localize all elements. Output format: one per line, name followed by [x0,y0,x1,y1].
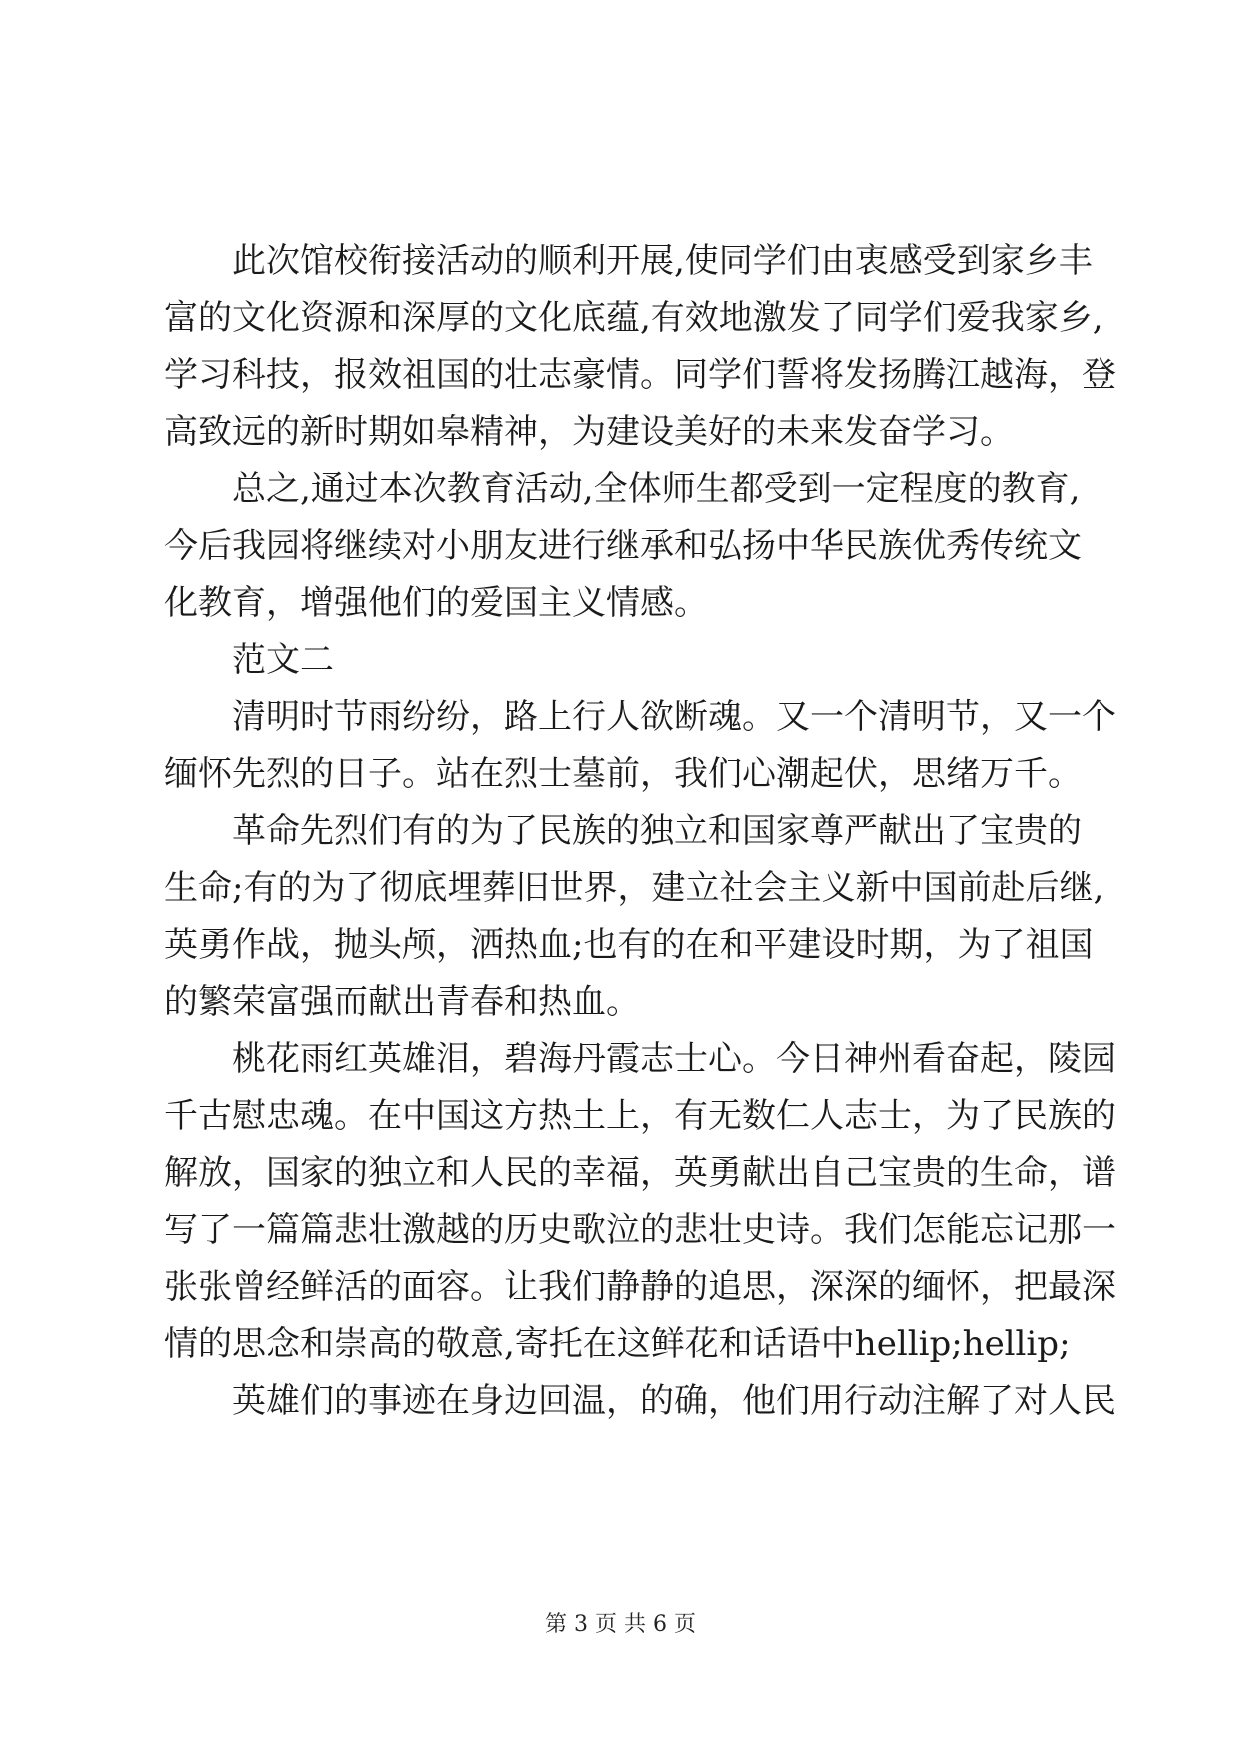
body-text [164,233,1116,1430]
text-line: 清明时节雨纷纷，路上行人欲断魂。又一个清明节，又一个 [232,697,1116,737]
text-line: 英勇作战，抛头颅，洒热血;也有的在和平建设时期，为了祖国 [164,925,1094,965]
text-line: 学习科技，报效祖国的壮志豪情。同学们誓将发扬腾江越海，登 [164,355,1116,395]
text-line: 缅怀先烈的日子。站在烈士墓前，我们心潮起伏，思绪万千。 [164,754,1082,794]
text-line: 化教育，增强他们的爱国主义情感。 [164,583,708,623]
text-line: 此次馆校衔接活动的顺利开展,使同学们由衷感受到家乡丰 [232,241,1093,281]
text-line: 范文二 [232,640,334,680]
text-line: 解放，国家的独立和人民的幸福，英勇献出自己宝贵的生命，谱 [164,1153,1116,1193]
text-line: 的繁荣富强而献出青春和热血。 [164,982,640,1022]
text-line: 千古慰忠魂。在中国这方热土上，有无数仁人志士，为了民族的 [164,1096,1116,1136]
page-footer: 第 3 页 共 6 页 [545,1612,696,1637]
text-line: 高致远的新时期如皋精神，为建设美好的未来发奋学习。 [164,412,1014,452]
text-line: 革命先烈们有的为了民族的独立和国家尊严献出了宝贵的 [232,811,1082,851]
text-line: 今后我园将继续对小朋友进行继承和弘扬中华民族优秀传统文 [164,526,1082,566]
text-line: 写了一篇篇悲壮激越的历史歌泣的悲壮史诗。我们怎能忘记那一 [164,1210,1116,1250]
text-line: 生命;有的为了彻底埋葬旧世界，建立社会主义新中国前赴后继, [164,868,1105,908]
text-line: 张张曾经鲜活的面容。让我们静静的追思，深深的缅怀，把最深 [164,1267,1116,1307]
text-line: 总之,通过本次教育活动,全体师生都受到一定程度的教育, [232,469,1081,509]
text-line: 英雄们的事迹在身边回温，的确，他们用行动注解了对人民 [232,1381,1116,1421]
text-line: 情的思念和崇高的敬意,寄托在这鲜花和话语中hellip;hellip; [164,1324,1071,1364]
text-line: 富的文化资源和深厚的文化底蕴,有效地激发了同学们爱我家乡, [164,298,1104,338]
text-line: 桃花雨红英雄泪，碧海丹霞志士心。今日神州看奋起，陵园 [232,1039,1116,1079]
